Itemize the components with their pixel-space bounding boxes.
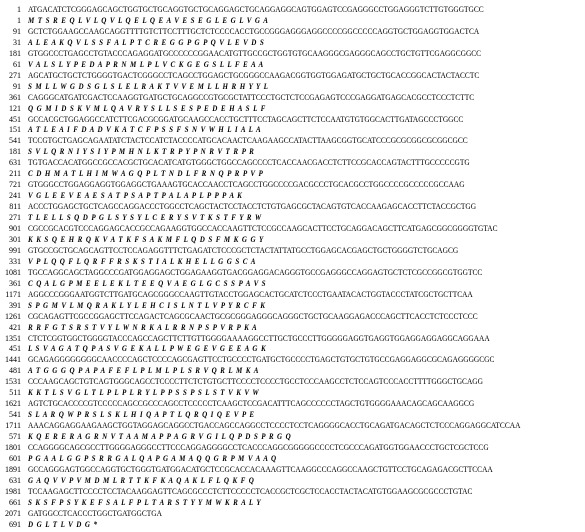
nucleotide-sequence: CCAGGGGCAGCGCCTTGGGGAGGGCCTTCCCAGGAGGGGCCTCACCCAGGCGGGGGCCCCTCGCCCAGATGGTGGAACCCTGCTCGCTCCG (28, 443, 489, 452)
nucleotide-row (0, 246, 585, 255)
nucleotide-position: 181 (9, 48, 21, 58)
residue-position: 331 (9, 256, 21, 266)
nucleotide-row (0, 312, 585, 321)
amino-acid-sequence: G A Q V V P V M D M L R T T K F K A Q A K L F L Q K F Q (28, 475, 255, 485)
nucleotide-row (0, 5, 585, 14)
residue-position: 451 (9, 344, 21, 354)
nucleotide-row (0, 93, 585, 102)
nucleotide-sequence: CTCTCGGTGGCTGGGGTACCCAGCCAGCTTCTTGTTGGGGAAAAGGCCTTGCTGCCCTTGGGGGAGGTGAGGTGGAGGAGGAGGCAGGAAA (28, 333, 490, 343)
amino-acid-sequence: S P G M V L M Q R A K L Y L E H C I S L N T L V P Y R C F K (28, 300, 266, 310)
amino-acid-row (0, 344, 585, 353)
nucleotide-position: 1801 (5, 443, 21, 452)
residue-position: 481 (9, 366, 21, 376)
nucleotide-sequence: TCCGTGCTGAGCAGAATATCTACTCCATCTACCCCATGCACAACTCAAGAAGCCATACTTAAGCGGTGCATCCCGCGCGGCGCGGCGCC (28, 136, 468, 146)
residue-position: 571 (9, 432, 21, 442)
amino-acid-row (0, 279, 585, 288)
amino-acid-row (0, 520, 585, 529)
sequence-figure (0, 2, 585, 530)
amino-acid-row (0, 235, 585, 244)
nucleotide-row (0, 509, 585, 518)
residue-position: 391 (9, 300, 21, 310)
nucleotide-row (0, 421, 585, 430)
amino-acid-sequence: V P L Q Q F L Q R F F R S K S T I A L K H E L L G G S C A (28, 256, 257, 266)
residue-position: 361 (9, 278, 21, 288)
nucleotide-row (0, 290, 585, 299)
nucleotide-position: 721 (9, 180, 21, 190)
nucleotide-sequence: TGTGACCACATGGCCGCCACGCTGCACATCATGTGGGCTGGCCAGCCCCTCACCAACGACCTCTTCCGCACCAGTACTTTGCCCCCGTG (28, 158, 470, 168)
amino-acid-row (0, 323, 585, 332)
nucleotide-position: 1261 (5, 311, 21, 321)
residue-position: 511 (9, 388, 21, 398)
nucleotide-row (0, 136, 585, 145)
nucleotide-position: 1351 (5, 333, 21, 343)
amino-acid-row (0, 257, 585, 266)
amino-acid-sequence: Q G M I D S K V M L Q A V R Y S L L S E S P E D E H A S L F (28, 103, 267, 113)
residue-position: 61 (13, 59, 21, 69)
amino-acid-row (0, 213, 585, 222)
nucleotide-sequence: ACCCTGGAGCTGCTCAGCCAGGACCCTGGCCTCAGCTACTCCTACCTCTGTGAGCGCTACAGTGTCACCAAGAGCACCTTCTACCGCTGG (28, 202, 477, 212)
residue-position: 661 (9, 497, 21, 507)
nucleotide-row (0, 27, 585, 36)
amino-acid-row (0, 104, 585, 113)
amino-acid-row (0, 454, 585, 463)
nucleotide-sequence: CCCAAGCAGCTGTCAGTGGGCAGCCTCCCCTTCTCTGTGCTTCCCCTCCCCTGCCTCCCAAGCCTCTCCAGTCCCACCTTTTGGGCTGCAGG (28, 377, 483, 387)
nucleotide-sequence: GCCACGCTGGAGGCCATCTTCGACGCGGATGCAAGCCACCTGCTTTCCTAGCAGCTTCTCCAATGTGTGGCACTTGATAGCCCTGGCC (28, 114, 464, 124)
nucleotide-position: 541 (9, 136, 21, 146)
nucleotide-row (0, 377, 585, 386)
nucleotide-row (0, 202, 585, 211)
residue-position: 91 (13, 81, 21, 91)
residue-position: 601 (9, 453, 21, 463)
nucleotide-position: 901 (9, 224, 21, 233)
amino-acid-row (0, 366, 585, 375)
amino-acid-sequence: K Q E R E R A G R N V T A A M A P P A G R V G I L Q P D S P R G Q (28, 432, 292, 442)
residue-position: 1 (17, 15, 21, 25)
amino-acid-sequence: S K S F P S Y K E F S A L F P L T A R S T Y Y M W K R A L Y (28, 497, 262, 507)
nucleotide-position: 451 (9, 114, 21, 124)
amino-acid-row (0, 60, 585, 69)
nucleotide-sequence: TCCAAGAGCTTCCCCTCCTACAAGGAGTTCAGCGCCCTCTTCCCCCTCACCGCTCGCTCCACCTACTACATGTGGAAGCGCGCCCTGTAC (28, 486, 473, 496)
nucleotide-sequence: GTGCCGCTGCAGCAGTTCCTCCAGAGGTTTCTGAGATCTCCCGCTCTACTATTATGCCTGGAGCACGAGCTGCTGGGGTCTGCAGCG (28, 245, 459, 255)
amino-acid-row (0, 191, 585, 200)
nucleotide-position: 1441 (5, 355, 21, 365)
amino-acid-sequence: S M L L W G D S G L S L E L R A K T V V E M L L H R H Y Y L (28, 81, 269, 91)
nucleotide-row (0, 180, 585, 189)
amino-acid-row (0, 498, 585, 507)
amino-acid-sequence: D G L T L V D G * (28, 519, 98, 529)
nucleotide-sequence: CGCAGAGTTCGCCGGAGCTTCCAGACTCAGCGCAACTGCGCGGGAGGGCAGGGCTGCTGCAAGGAGACCCAGCTTCACCTCTCCCTCCC (28, 311, 478, 321)
amino-acid-sequence: V G L E E V E A E S A T P S A P T P A L A P L P P P A K (28, 191, 243, 201)
nucleotide-row (0, 224, 585, 233)
residue-position: 541 (9, 410, 21, 420)
nucleotide-row (0, 465, 585, 474)
amino-acid-sequence: K K S Q E H R Q K V A T K F S A K M F L Q D S F M K G G Y (28, 234, 265, 244)
nucleotide-sequence: GATGGCCTCACCCTGGCTGATGGCTGA (28, 508, 162, 518)
nucleotide-row (0, 268, 585, 277)
nucleotide-row (0, 443, 585, 452)
nucleotide-position: 271 (9, 70, 21, 80)
nucleotide-row (0, 487, 585, 496)
amino-acid-sequence: A T L E A I F D A D V K A T C F P S S F S N V W H L I A L A (28, 125, 262, 135)
residue-position: 631 (9, 475, 21, 485)
nucleotide-position: 631 (9, 158, 21, 168)
amino-acid-row (0, 125, 585, 134)
nucleotide-sequence: GCTCTGGAAGCCAAGCAGGTTTTGTCTTCCTTTGCTCTCCCCACCTGCCGGGAGGGAGGCCCCGGCCCCCAGGTGCTGGAGGTGGACTCA (28, 26, 480, 36)
amino-acid-row (0, 432, 585, 441)
amino-acid-row (0, 388, 585, 397)
amino-acid-row (0, 147, 585, 156)
nucleotide-position: 1081 (5, 267, 21, 277)
nucleotide-sequence: AGGCCCGGGAATGGTCTTGATGCAGCGGGCCAAGTTGTACCTGGAGCACTGCATCTCCCTGAATACACTGGTACCCTATCGCTGCTTCAA (28, 289, 473, 299)
nucleotide-sequence: GCCAGGGAGTGGCCAGGTGCTGGGTGATGGACATGCTCCGCACCACAAAGTTCAAGGCCCAGGCCAAGCTGTTCCTGCAGAGACGCTTCCAA (28, 464, 493, 474)
residue-position: 211 (9, 169, 21, 179)
nucleotide-sequence: CGCCGCACGTCCCAGGAGCACCGCCAGAAGGTGGCCACCAAGTTCTCCGCCAAGCACTTCCTGCAGGACAGCTTCATGAGCGGCGGGGTGTAC (28, 224, 498, 233)
residue-position: 151 (9, 125, 21, 135)
nucleotide-row (0, 115, 585, 124)
amino-acid-row (0, 410, 585, 419)
nucleotide-position: 811 (9, 202, 21, 212)
nucleotide-sequence: GTGGCCCTGAGCCTGTACCCAGAGGATGCCCCCCGGAACATGTTGCCGCTGGTGTGCAAGGGCGAGGGCAGCCTGCTGTTCGAGGCGGCC (28, 48, 482, 58)
nucleotide-sequence: ATGACATCTCGGGAGCAGCTGGTGCTGCAGGTGCTGCAGGAGCTGCAGGAGGCAGTGGAGTCCGAGGGCCTGGAGGGTCTTGTGGGTGCC (28, 5, 484, 14)
nucleotide-row (0, 334, 585, 343)
nucleotide-position: 2071 (5, 508, 21, 518)
nucleotide-row (0, 71, 585, 80)
nucleotide-sequence: AGCATGCTGCTCTGGGGTGACTCGGGCCTCAGCCTGGAGCTGCGGGCCAAGACGGTGGTGGAGATGCTGCTGCACCGGCACTACTACCTC (28, 70, 480, 80)
amino-acid-sequence: C Q A L G P M E E L E K L T E E Q V A E G L G C S S P A V S (28, 278, 267, 288)
amino-acid-row (0, 476, 585, 485)
nucleotide-position: 1711 (5, 421, 21, 431)
nucleotide-position: 91 (13, 26, 21, 36)
residue-position: 121 (9, 103, 21, 113)
nucleotide-position: 1 (17, 5, 21, 14)
amino-acid-sequence: S V L Q R N I Y S I Y P M H N L K T R P Y P N R V T R P R (28, 147, 255, 157)
amino-acid-sequence: K K T L S V G L T L P L P L R Y L P P S S P S L S T V K V W (28, 388, 260, 398)
amino-acid-row (0, 301, 585, 310)
residue-position: 31 (13, 37, 21, 47)
residue-position: 301 (9, 234, 21, 244)
amino-acid-sequence: C D H M A T L H I M W A G Q P L T N D L F R N Q P R P V P (28, 169, 264, 179)
amino-acid-row (0, 82, 585, 91)
amino-acid-sequence: A T G G G Q P A P A F E F L P L M L P L S R V Q R L M K A (28, 366, 260, 376)
nucleotide-sequence: CAGGGCATGATCGACTCCAAGGTGATGCTGCAGGCCGTGCGCTATTCCCTGCTCTCCGAGAGTCCCGAGGATGAGCACGCCTCCCTCTTC (28, 92, 475, 102)
nucleotide-sequence: GTGGGCCTGGAGGAGGTGGAGGCTGAAAGTGCACCAACCTCAGCCTGGCCCCGACGCCCTGCACGCCTGGCCCCGCCCCCGCCAAG (28, 180, 465, 190)
nucleotide-row (0, 49, 585, 58)
nucleotide-sequence: GCAGAGGGGGGGGCAACCCCAGCTCCCCAGCGAGTTCCTGCCCCTGATGCTGCCCCTGAGCTGTGCTGTGCCGAGGAGGCGCAGAGGGGCGC (28, 355, 495, 365)
residue-position: 271 (9, 213, 21, 223)
amino-acid-sequence: A L E A K Q V L S S F A L P T C R E G G P G P Q V L E V D S (28, 37, 265, 47)
amino-acid-sequence: M T S R E Q L V L Q V L Q E L Q E A V E S E G L E G L V G A (28, 15, 269, 25)
nucleotide-row (0, 399, 585, 408)
nucleotide-position: 1891 (5, 464, 21, 474)
nucleotide-position: 1981 (5, 486, 21, 496)
nucleotide-row (0, 158, 585, 167)
nucleotide-position: 1171 (5, 289, 21, 299)
nucleotide-position: 991 (9, 245, 21, 255)
nucleotide-position: 1531 (5, 377, 21, 387)
nucleotide-position: 361 (9, 92, 21, 102)
nucleotide-sequence: AAACAGGAGGAAGAAGCTGGTAGGAGCAGGCCTGACCAGCCAGGCCTCCCCTCCTCAGGGGCACCTGCAGATGACAGCTCTCCCAGGAGGCATCCAA (28, 421, 521, 431)
amino-acid-sequence: T L E L L S Q D P G L S Y S Y L C E R Y S V T K S T F Y R W (28, 213, 263, 223)
nucleotide-position: 1621 (5, 399, 21, 409)
amino-acid-row (0, 38, 585, 47)
nucleotide-row (0, 355, 585, 364)
residue-position: 181 (9, 147, 21, 157)
amino-acid-sequence: R R F G T S R S T V Y L W N R K A L R R N P S P V R P K A (28, 322, 258, 332)
amino-acid-sequence: P G A A L G G P S R R G A L Q A P G A M A Q Q G R P M V A A Q (28, 453, 278, 463)
amino-acid-sequence: V A L S L Y P E D A P R N M L P L V C K G E G S L L F E A A (28, 59, 265, 69)
residue-position: 241 (9, 191, 21, 201)
amino-acid-row (0, 169, 585, 178)
residue-position: 421 (9, 322, 21, 332)
nucleotide-sequence: AGTCTGCACCCCGTCCCCCAGCCGCCCAGCCTCCCCCTCAAGCTCCGACATTTCAGCCCCCCTAGCTGTGGGGAAACAGCAGCAAGGCG (28, 399, 475, 409)
nucleotide-sequence: TGCCAGGCAGCTAGGCCCGATGGAGGAGCTGGAGAAGGTGACGGAGGACAGGGTGCCGAGGGCCAGGAGTGCTCTCGCCGGCGTGGTCC (28, 267, 483, 277)
amino-acid-sequence: S L A R Q W P R S L S K L H I Q A P T L Q R Q I Q E V P E (28, 410, 255, 420)
amino-acid-row (0, 16, 585, 25)
residue-position: 691 (9, 519, 21, 529)
amino-acid-sequence: L S V A G A T Q P A S V G E K A L L P W E G E V G E E A G K (28, 344, 267, 354)
